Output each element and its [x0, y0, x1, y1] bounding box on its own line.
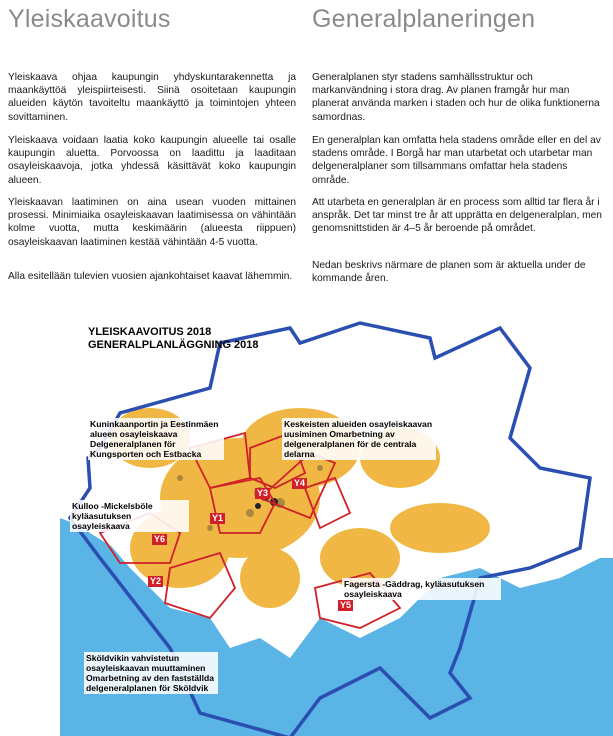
zone-badge-y1: Y1: [212, 513, 224, 523]
map-title: [88, 326, 259, 352]
finnish-paragraph-2: Yleiskaava voidaan laatia koko kaupungin alueelle tai osalle kaupungin aluetta. Porvoossa on laadittu ja laaditaan osayleiskaavoja, jotka yhdessä käsittävät koko kaupungin alueen.: [8, 135, 296, 186]
swedish-paragraph-4: Nedan beskrivs närmare de planen som är aktuella under de kommande åren.: [312, 260, 586, 285]
swedish-title: Generalplaneringen: [312, 5, 536, 33]
zone-badge-y5: Y5: [340, 600, 352, 610]
zone-badge-y6: Y6: [154, 534, 166, 544]
finnish-paragraph-4: Alla esitellään tulevien vuosien ajankohtaiset kaavat lähemmin.: [8, 271, 293, 282]
zone-badge-y2: Y2: [150, 576, 162, 586]
map-title-fi: YLEISKAAVOITUS 2018: [88, 326, 212, 338]
map-title-sv: GENERALPLANLÄGGNING 2018: [88, 339, 259, 351]
finnish-paragraph-3: Yleiskaavan laatiminen on aina usean vuoden mittainen prosessi. Minimiaika osayleiskaavan laatimisessa on vähintään kolme vuotta, mutta keskimäärin (alueesta riippuen) osayleiskaavan laatiminen kestää vähintään 4-5 vuotta.: [8, 197, 296, 248]
finnish-paragraph-1: Yleiskaava ohjaa kaupungin yhdyskuntarakennetta ja maankäyttöä yleispiirteisesti. Siinä osoitetaan kaupungin alueiden käytön tavoiteltu maankäyttö ja toimintojen yhteen sovittaminen.: [8, 72, 296, 123]
label-kulloo: Kulloo -Mickelsböle kyläasutuksen osayleiskaava: [70, 500, 189, 532]
label-fagersta: Fagersta -Gäddrag, kyläasutuksen osayleiskaava: [342, 578, 501, 600]
label-keskeiset: Keskeisten alueiden osayleiskaavan uusiminen Omarbetning av delgeneralplanen för de centrala delarna: [282, 418, 436, 460]
zone-badge-y4: Y4: [294, 478, 306, 488]
swedish-paragraph-2: En generalplan kan omfatta hela stadens område eller en del av stadens område. I Borgå har man utarbetat och utarbetar man delgeneralplaner som tillsammans omfattar hela stadens område.: [312, 135, 601, 186]
zone-badge-y3: Y3: [257, 488, 269, 498]
swedish-paragraph-3: Att utarbeta en generalplan är en process som alltid tar flera år i anspråk. Det tar minst tre år att upprätta en delgeneralplan, men genomsnittstiden är 4–5 år beroende på området.: [312, 197, 602, 235]
swedish-paragraph-1: Generalplanen styr stadens samhällsstruktur och markanvändning i stora drag. Av planen framgår hur man planerat använda marken i staden och hur de olika funktionerna samordnas.: [312, 72, 600, 123]
finnish-title: Yleiskaavoitus: [8, 5, 171, 33]
label-skoldvik: Sköldvikin vahvistetun osayleiskaavan muuttaminen Omarbetning av den fastställda delgeneralplanen för Sköldvik: [84, 652, 218, 694]
label-kuninkaanportti: Kuninkaanportin ja Eestinmäen alueen osayleiskaava Delgeneralplanen för Kungsporten och Estbacka: [88, 418, 224, 460]
